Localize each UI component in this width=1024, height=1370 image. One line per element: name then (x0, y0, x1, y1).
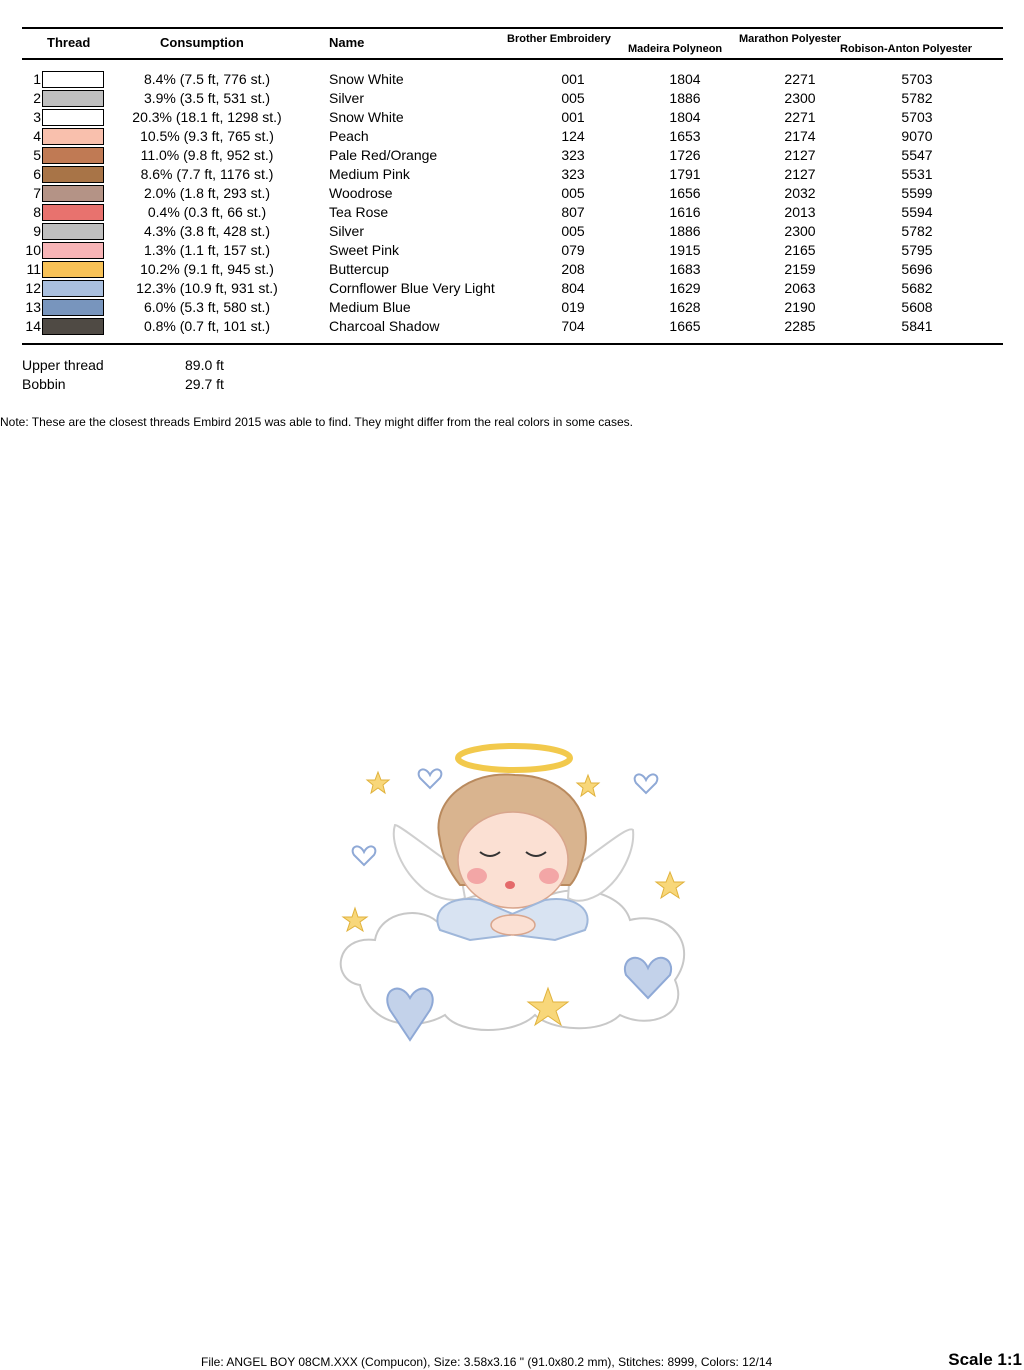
robison-code: 5608 (901, 299, 933, 315)
thread-consumption: 10.2% (9.1 ft, 945 st.) (140, 261, 274, 277)
thread-consumption: 0.8% (0.7 ft, 101 st.) (143, 318, 271, 334)
star-icon (656, 872, 684, 898)
robison-code: 5703 (901, 109, 933, 125)
marathon-code: 2032 (784, 185, 816, 201)
thread-consumption: 20.3% (18.1 ft, 1298 st.) (132, 109, 282, 125)
marathon-code: 2300 (784, 90, 816, 106)
thread-number: 2 (33, 90, 41, 106)
bobbin-summary (22, 376, 322, 395)
table-bottom-rule (22, 343, 1003, 345)
robison-code: 5782 (901, 223, 933, 239)
brother-code: 704 (561, 318, 585, 334)
thread-consumption: 10.5% (9.3 ft, 765 st.) (140, 128, 274, 144)
thread-note: Note: These are the closest threads Embird 2015 was able to find. They might differ from the real colors in some cases. (0, 415, 633, 429)
madeira-code: 1683 (669, 261, 701, 277)
thread-color-swatch (42, 128, 104, 145)
marathon-code: 2127 (784, 147, 816, 163)
thread-row (0, 298, 1024, 317)
robison-code: 5594 (901, 204, 933, 220)
thread-number: 11 (26, 261, 41, 277)
thread-number: 1 (33, 71, 41, 87)
thread-color-swatch (42, 299, 104, 316)
angel-boy-embroidery-icon (330, 730, 700, 1060)
thread-color-swatch (42, 261, 104, 278)
thread-row (0, 279, 1024, 298)
heart-icon (387, 989, 432, 1040)
heart-icon (635, 774, 658, 793)
thread-row (0, 127, 1024, 146)
robison-code: 5841 (901, 318, 933, 334)
star-icon (367, 772, 389, 793)
brother-code: 005 (561, 223, 585, 239)
thread-number: 14 (25, 318, 41, 334)
madeira-code: 1886 (669, 223, 701, 239)
face (458, 812, 568, 908)
madeira-code: 1616 (669, 204, 701, 220)
thread-consumption: 2.0% (1.8 ft, 293 st.) (143, 185, 271, 201)
thread-name: Pale Red/Orange (329, 147, 438, 163)
marathon-code: 2271 (784, 71, 816, 87)
brother-code: 323 (561, 166, 585, 182)
brother-code: 079 (561, 242, 585, 258)
header-name: Name (329, 35, 365, 50)
robison-code: 5782 (901, 90, 933, 106)
star-icon (343, 908, 367, 931)
thread-row (0, 317, 1024, 336)
mouth (505, 881, 515, 889)
thread-row (0, 260, 1024, 279)
hands (491, 915, 535, 935)
upper-thread-label: Upper thread (22, 357, 104, 373)
thread-name: Medium Pink (329, 166, 410, 182)
thread-number: 3 (33, 109, 41, 125)
marathon-code: 2127 (784, 166, 816, 182)
marathon-code: 2174 (784, 128, 816, 144)
thread-number: 5 (33, 147, 41, 163)
thread-number: 9 (33, 223, 41, 239)
header-marathon: Marathon Polyester (739, 33, 842, 45)
brother-code: 208 (561, 261, 585, 277)
thread-name: Silver (329, 223, 365, 239)
robison-code: 5547 (901, 147, 933, 163)
thread-row (0, 89, 1024, 108)
thread-color-swatch (42, 185, 104, 202)
madeira-code: 1653 (669, 128, 701, 144)
thread-row (0, 108, 1024, 127)
table-top-rule (22, 27, 1003, 29)
brother-code: 019 (561, 299, 585, 315)
thread-row (0, 184, 1024, 203)
madeira-code: 1804 (669, 71, 701, 87)
robison-code: 5531 (901, 166, 933, 182)
madeira-code: 1804 (669, 109, 701, 125)
madeira-code: 1726 (669, 147, 701, 163)
brother-code: 323 (561, 147, 585, 163)
robison-code: 9070 (901, 128, 933, 144)
thread-name: Sweet Pink (329, 242, 400, 258)
marathon-code: 2300 (784, 223, 816, 239)
scale-label: Scale 1:1 (948, 1350, 1022, 1369)
upper-thread-summary (22, 357, 322, 376)
thread-name: Charcoal Shadow (329, 318, 440, 334)
thread-number: 4 (33, 128, 41, 144)
thread-consumption: 3.9% (3.5 ft, 531 st.) (143, 90, 271, 106)
robison-code: 5599 (901, 185, 933, 201)
robison-code: 5703 (901, 71, 933, 87)
thread-number: 10 (25, 242, 41, 258)
heart-icon (353, 846, 376, 865)
robison-code: 5682 (901, 280, 933, 296)
thread-number: 12 (25, 280, 41, 296)
bobbin-value: 29.7 ft (185, 376, 224, 392)
right-cheek (539, 868, 559, 884)
thread-name: Snow White (329, 71, 404, 87)
thread-consumption: 12.3% (10.9 ft, 931 st.) (136, 280, 278, 296)
brother-code: 005 (561, 90, 585, 106)
thread-row (0, 146, 1024, 165)
madeira-code: 1915 (669, 242, 701, 258)
thread-consumption: 0.4% (0.3 ft, 66 st.) (147, 204, 267, 220)
thread-consumption: 1.3% (1.1 ft, 157 st.) (143, 242, 271, 258)
brother-code: 001 (561, 109, 585, 125)
thread-row (0, 222, 1024, 241)
marathon-code: 2063 (784, 280, 816, 296)
upper-thread-value: 89.0 ft (185, 357, 224, 373)
thread-number: 8 (33, 204, 41, 220)
bobbin-label: Bobbin (22, 376, 66, 392)
marathon-code: 2013 (784, 204, 816, 220)
thread-name: Cornflower Blue Very Light (329, 280, 495, 296)
brother-code: 001 (561, 71, 585, 87)
thread-consumption: 8.6% (7.7 ft, 1176 st.) (140, 166, 274, 182)
robison-code: 5795 (901, 242, 933, 258)
thread-number: 7 (33, 185, 41, 201)
marathon-code: 2159 (784, 261, 816, 277)
madeira-code: 1656 (669, 185, 701, 201)
thread-number: 6 (33, 166, 41, 182)
header-consumption: Consumption (160, 35, 244, 50)
thread-row (0, 165, 1024, 184)
brother-code: 124 (561, 128, 585, 144)
thread-name: Tea Rose (329, 204, 389, 220)
madeira-code: 1791 (669, 166, 701, 182)
thread-name: Snow White (329, 109, 404, 125)
thread-color-swatch (42, 280, 104, 297)
header-madeira: Madeira Polyneon (628, 43, 723, 55)
header-brother: Brother Embroidery (507, 33, 611, 45)
thread-consumption: 11.0% (9.8 ft, 952 st.) (140, 147, 274, 163)
thread-row (0, 70, 1024, 89)
thread-color-swatch (42, 223, 104, 240)
thread-name: Woodrose (329, 185, 393, 201)
thread-name: Silver (329, 90, 365, 106)
thread-color-swatch (42, 242, 104, 259)
thread-row (0, 203, 1024, 222)
thread-consumption: 8.4% (7.5 ft, 776 st.) (143, 71, 271, 87)
thread-consumption: 6.0% (5.3 ft, 580 st.) (143, 299, 271, 315)
madeira-code: 1628 (669, 299, 701, 315)
left-cheek (467, 868, 487, 884)
madeira-code: 1629 (669, 280, 701, 296)
thread-name: Peach (329, 128, 369, 144)
thread-color-swatch (42, 204, 104, 221)
halo (458, 746, 570, 770)
madeira-code: 1665 (669, 318, 701, 334)
thread-color-swatch (42, 147, 104, 164)
thread-color-swatch (42, 318, 104, 335)
thread-color-swatch (42, 166, 104, 183)
marathon-code: 2285 (784, 318, 816, 334)
thread-row (0, 241, 1024, 260)
header-robison: Robison-Anton Polyester (840, 43, 973, 55)
madeira-code: 1886 (669, 90, 701, 106)
header-thread: Thread (47, 35, 91, 50)
thread-color-swatch (42, 90, 104, 107)
table-header-rule (22, 58, 1003, 60)
file-info: File: ANGEL BOY 08CM.XXX (Compucon), Size: 3.58x3.16 " (91.0x80.2 mm), Stitches: 8999, Colors: 12/14 (201, 1355, 773, 1369)
brother-code: 005 (561, 185, 585, 201)
thread-color-swatch (42, 71, 104, 88)
brother-code: 807 (561, 204, 585, 220)
robison-code: 5696 (901, 261, 933, 277)
marathon-code: 2165 (784, 242, 816, 258)
thread-name: Medium Blue (329, 299, 411, 315)
star-icon (577, 775, 599, 796)
thread-number: 13 (25, 299, 41, 315)
thread-color-swatch (42, 109, 104, 126)
thread-name: Buttercup (329, 261, 389, 277)
heart-icon (419, 769, 442, 788)
marathon-code: 2271 (784, 109, 816, 125)
brother-code: 804 (561, 280, 585, 296)
marathon-code: 2190 (784, 299, 816, 315)
thread-consumption: 4.3% (3.8 ft, 428 st.) (143, 223, 271, 239)
